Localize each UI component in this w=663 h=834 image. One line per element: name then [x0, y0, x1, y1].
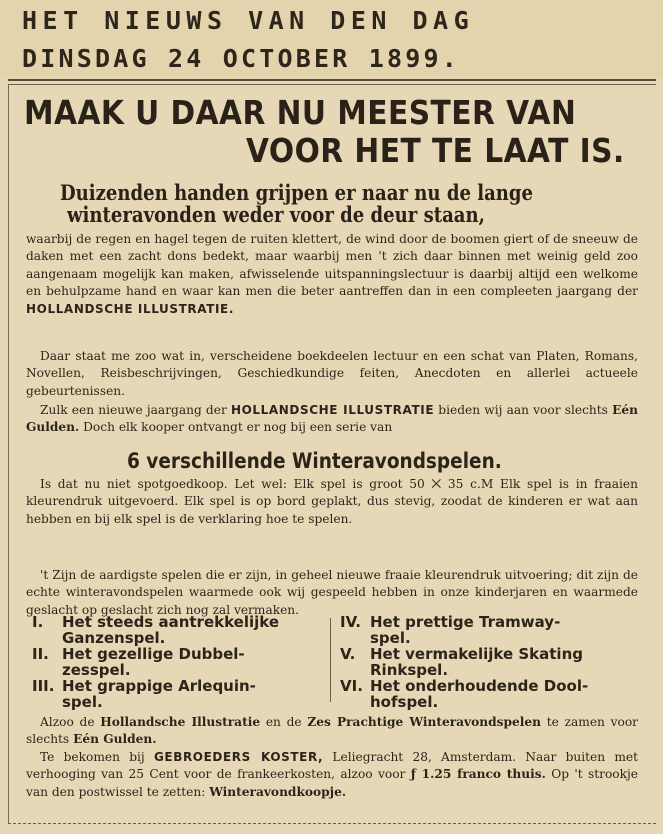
game-item — [32, 678, 320, 710]
paragraph-intro — [26, 231, 638, 318]
summary-text-a: Alzoo de — [40, 715, 101, 729]
offer-publication: HOLLANDSCHE ILLUSTRATIE — [230, 403, 435, 417]
order-seller: GEBROEDERS KOSTER, — [153, 749, 324, 764]
summary-games: Zes Prachtige Winteravondspelen — [307, 715, 542, 729]
game-item — [340, 678, 628, 710]
masthead — [0, 0, 663, 78]
order-code: Winteravondkoopje. — [209, 784, 347, 799]
game-title-cont: spel. — [370, 629, 411, 647]
game-title-cont: zesspel. — [62, 661, 131, 679]
newspaper-title: HET NIEUWS VAN DEN DAG — [22, 6, 475, 35]
summary-publication: Hollandsche Illustratie — [100, 715, 261, 729]
subhead-line-2: winteravonden weder voor de deur staan, — [67, 202, 485, 227]
intro-publication: HOLLANDSCHE ILLUSTRATIE. — [26, 301, 234, 316]
game-title: Het onderhoudende Dool- — [370, 677, 589, 695]
left-border — [8, 84, 9, 824]
top-rule — [8, 79, 656, 81]
game-title: Het prettige Tramway- — [370, 613, 561, 631]
headline-line-2: VOOR HET TE LAAT IS. — [246, 131, 625, 170]
summary-text-b: en de — [260, 715, 308, 729]
paragraph-games-description — [26, 567, 638, 619]
game-title: Het vermakelijke Skating — [370, 645, 583, 663]
order-text-c: Op 't strookje van den postwissel te zetten: — [26, 767, 639, 799]
order-price: ƒ 1.25 franco thuis. — [410, 767, 546, 782]
game-number: I. — [32, 613, 44, 631]
summary-text-c: te zamen voor slechts — [26, 715, 638, 747]
order-text-a: Te bekomen bij — [40, 749, 154, 764]
games-list — [26, 614, 640, 710]
paragraph-details — [26, 476, 638, 528]
top-rule-thin — [8, 84, 656, 85]
game-item — [32, 646, 320, 678]
games-description-text: 't Zijn de aardigste spelen die er zijn, in geheel nieuwe fraaie kleurendruk uitvoering; dit zijn de echte winteravondspelen waarmede ook wij gespeeld hebben in onze kinderjaren en waarmede geslacht op geslacht zich nog zal vermaken. — [26, 568, 638, 617]
game-title: Het grappige Arlequin- — [62, 677, 256, 695]
game-title: Het gezellige Dubbel- — [62, 645, 245, 663]
games-divider — [330, 618, 331, 702]
offer-text-c: Doch elk kooper ontvangt er nog bij een serie van — [79, 420, 393, 435]
game-title-cont: Ganzenspel. — [62, 629, 166, 647]
games-column-left — [32, 614, 320, 710]
headline-line-1: MAAK U DAAR NU MEESTER VAN — [24, 93, 577, 132]
game-title-cont: hofspel. — [370, 693, 439, 711]
game-title-cont: Rinkspel. — [370, 661, 449, 679]
details-text: Is dat nu niet spotgoedkoop. Let wel: Elk spel is groot 50 ⨉ 35 c.M Elk spel is in fraaien kleurendruk uitgevoerd. Elk spel is op bord geplakt, dus stevig, zoodat de kinderen er wat aan hebben en bij elk spel is de verklaring hoe te spelen. — [26, 477, 638, 526]
contents-text: Daar staat me zoo wat in, verscheidene boekdeelen lectuur en een schat van Platen, Romans, Novellen, Reisbeschrijvingen, Geschiedkundige feiten, Anecdoten en allerlei actueele gebeurtenissen. — [26, 349, 638, 398]
paragraph-contents — [26, 348, 638, 400]
intro-text: waarbij de regen en hagel tegen de ruiten klettert, de wind door de boomen giert of de sneeuw de daken met een zacht dons bedekt, maar waarbij men 't zich daar binnen met weinig geld zoo aangenaam mogelijk kan maken, afwisselende uitspanningslectuur is daarbij altijd een welkome en behulpzame hand en waar kan men die beter aantreffen dan in een compleeten jaargang der — [26, 232, 638, 299]
offer-price: Eén Gulden. — [26, 403, 638, 435]
order-text-b: Leliegracht 28, Amsterdam. Naar buiten met verhooging van 25 Cent voor de frankeerkosten, alzoo voor — [26, 749, 639, 782]
games-column-right — [340, 614, 628, 710]
summary-price: Eén Gulden. — [73, 732, 157, 747]
game-number: III. — [32, 677, 55, 695]
game-title: Het steeds aantrekkelijke — [62, 613, 280, 631]
paragraph-offer — [26, 402, 638, 437]
offer-text-b: bieden wij aan voor slechts — [434, 403, 613, 417]
game-item — [340, 614, 628, 646]
game-number: II. — [32, 645, 49, 663]
game-title-cont: spel. — [62, 693, 103, 711]
game-item — [340, 646, 628, 678]
games-heading: 6 verschillende Winteravondspelen. — [127, 449, 502, 473]
newspaper-date: DINSDAG 24 OCTOBER 1899. — [22, 44, 461, 73]
bottom-rule — [8, 823, 656, 824]
paragraph-order — [26, 714, 638, 801]
offer-text-a: Zulk een nieuwe jaargang der — [40, 403, 231, 417]
game-number: VI. — [340, 677, 363, 695]
subhead-line-1: Duizenden handen grijpen er naar nu de lange — [60, 180, 534, 205]
game-item — [32, 614, 320, 646]
game-number: IV. — [340, 613, 361, 631]
game-number: V. — [340, 645, 356, 663]
